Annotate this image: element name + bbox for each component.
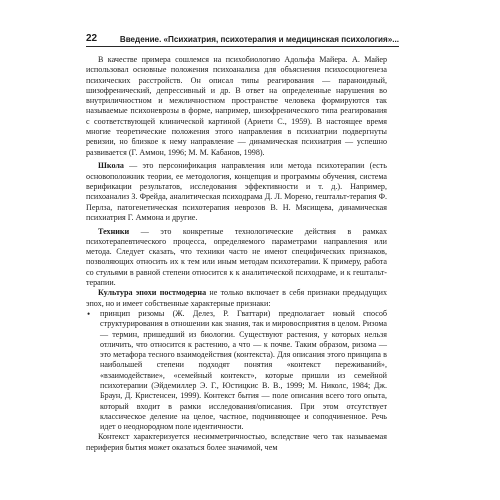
- list-item: [86, 309, 387, 433]
- term-school: Школа: [98, 161, 124, 171]
- page-number: 22: [86, 33, 98, 44]
- paragraph-4: [86, 288, 387, 309]
- paragraph-1: В качестве примера сошлемся на психобиологию Адольфа Майера. А. Майер использовал основные положения психоанализа для объяснения психосоциогенеза психических расстройств. Он описал типы реагирования — параноидный, шизофренический, депрессивный и др. В ответ на определенные нарушения во внутриличностном и межличностном пространстве человека формируются так называемые психоневрозы в форме, например, шизофренического типа реагирования с соответствующей клинической картиной (Ариети С., 1959). В настоящее время многие теоретические положения этого направления в психиатрии подвергнуты ревизии, но близкое к нему направление — динамическая психиатрия — успешно развивается (Г. Аммон, 1996; М. М. Кабанов, 1998).: [86, 55, 387, 157]
- bullet-marker: •: [87, 308, 91, 319]
- header-rule: [86, 46, 399, 47]
- list-item-text: принцип ризомы (Ж. Делез, Р. Гваттари) предполагает новый способ структурирования в отношении как знания, так и мировосприятия в целом. Ризома — термин, пришедший из биологии. Существуют растения, у которых нельзя отличить, что относится к растению, а что — к почве. Таким образом, ризома — это метафора тесного взаимодействия (контекста). Для описания этого принципа в наибольшей степени подходят понятия «контекст переживаний», «взаимодействие», «семейный контекст», которые пришли из семейной психотерапии (Эйдемиллер Э. Г., Юстицкис В. В., 1999; М. Николс, 1984; Дж. Браун, Д. Кристенсен, 1999). Контекст бытия — поле описания всего того опыта, который входит в рамки исследования/описания. При этом отсутствует классическое деление на целое, частное, подчиняющее и соподчиненное. Речь идет о неоднородном поле идентичности.: [100, 308, 387, 432]
- paragraph-3: [86, 227, 387, 289]
- paragraph-2: [86, 161, 387, 223]
- paragraph-2-text: — это персонификация направления или метода психотерапии (есть основоположник теории, ее методология, концепция и программы обучения, система верификации результатов, исследования эффективности и т. д.). Например, психоанализ З. Фрейда, аналитическая психодрама Д. Л. Морено, гештальт-терапия Ф. Перлза, патогенетическая психотерапия неврозов В. Н. Мясищева, динамическая психиатрия Г. Аммона и другие.: [86, 161, 387, 222]
- body-text: [86, 55, 387, 453]
- paragraph-5: Контекст характеризуется несимметричностью, вследствие чего так называемая периферия бытия может оказаться более значимой, чем: [86, 432, 387, 452]
- term-postmodern-culture: Культура эпохи постмодерна: [98, 288, 207, 298]
- paragraph-4-text: не только включает в себя признаки предыдущих эпох, но и имеет собственные характерные признаки:: [86, 288, 387, 308]
- running-header: [86, 31, 399, 45]
- paragraph-3-text: — это конкретные технологические действия в рамках психотерапевтического процесса, определяемого параметрами направления или метода. Следует сказать, что техники часто не имеют специфических признаков, позволяющих относить их к тем или иным методам психотерапии. К примеру, работа со стульями в равной степени относится к к аналитической психодраме, и к гештальт-терапии.: [86, 226, 387, 288]
- running-title: Введение. «Психиатрия, психотерапия и медицинская психология»...: [119, 35, 399, 44]
- term-techniques: Техники: [98, 226, 130, 236]
